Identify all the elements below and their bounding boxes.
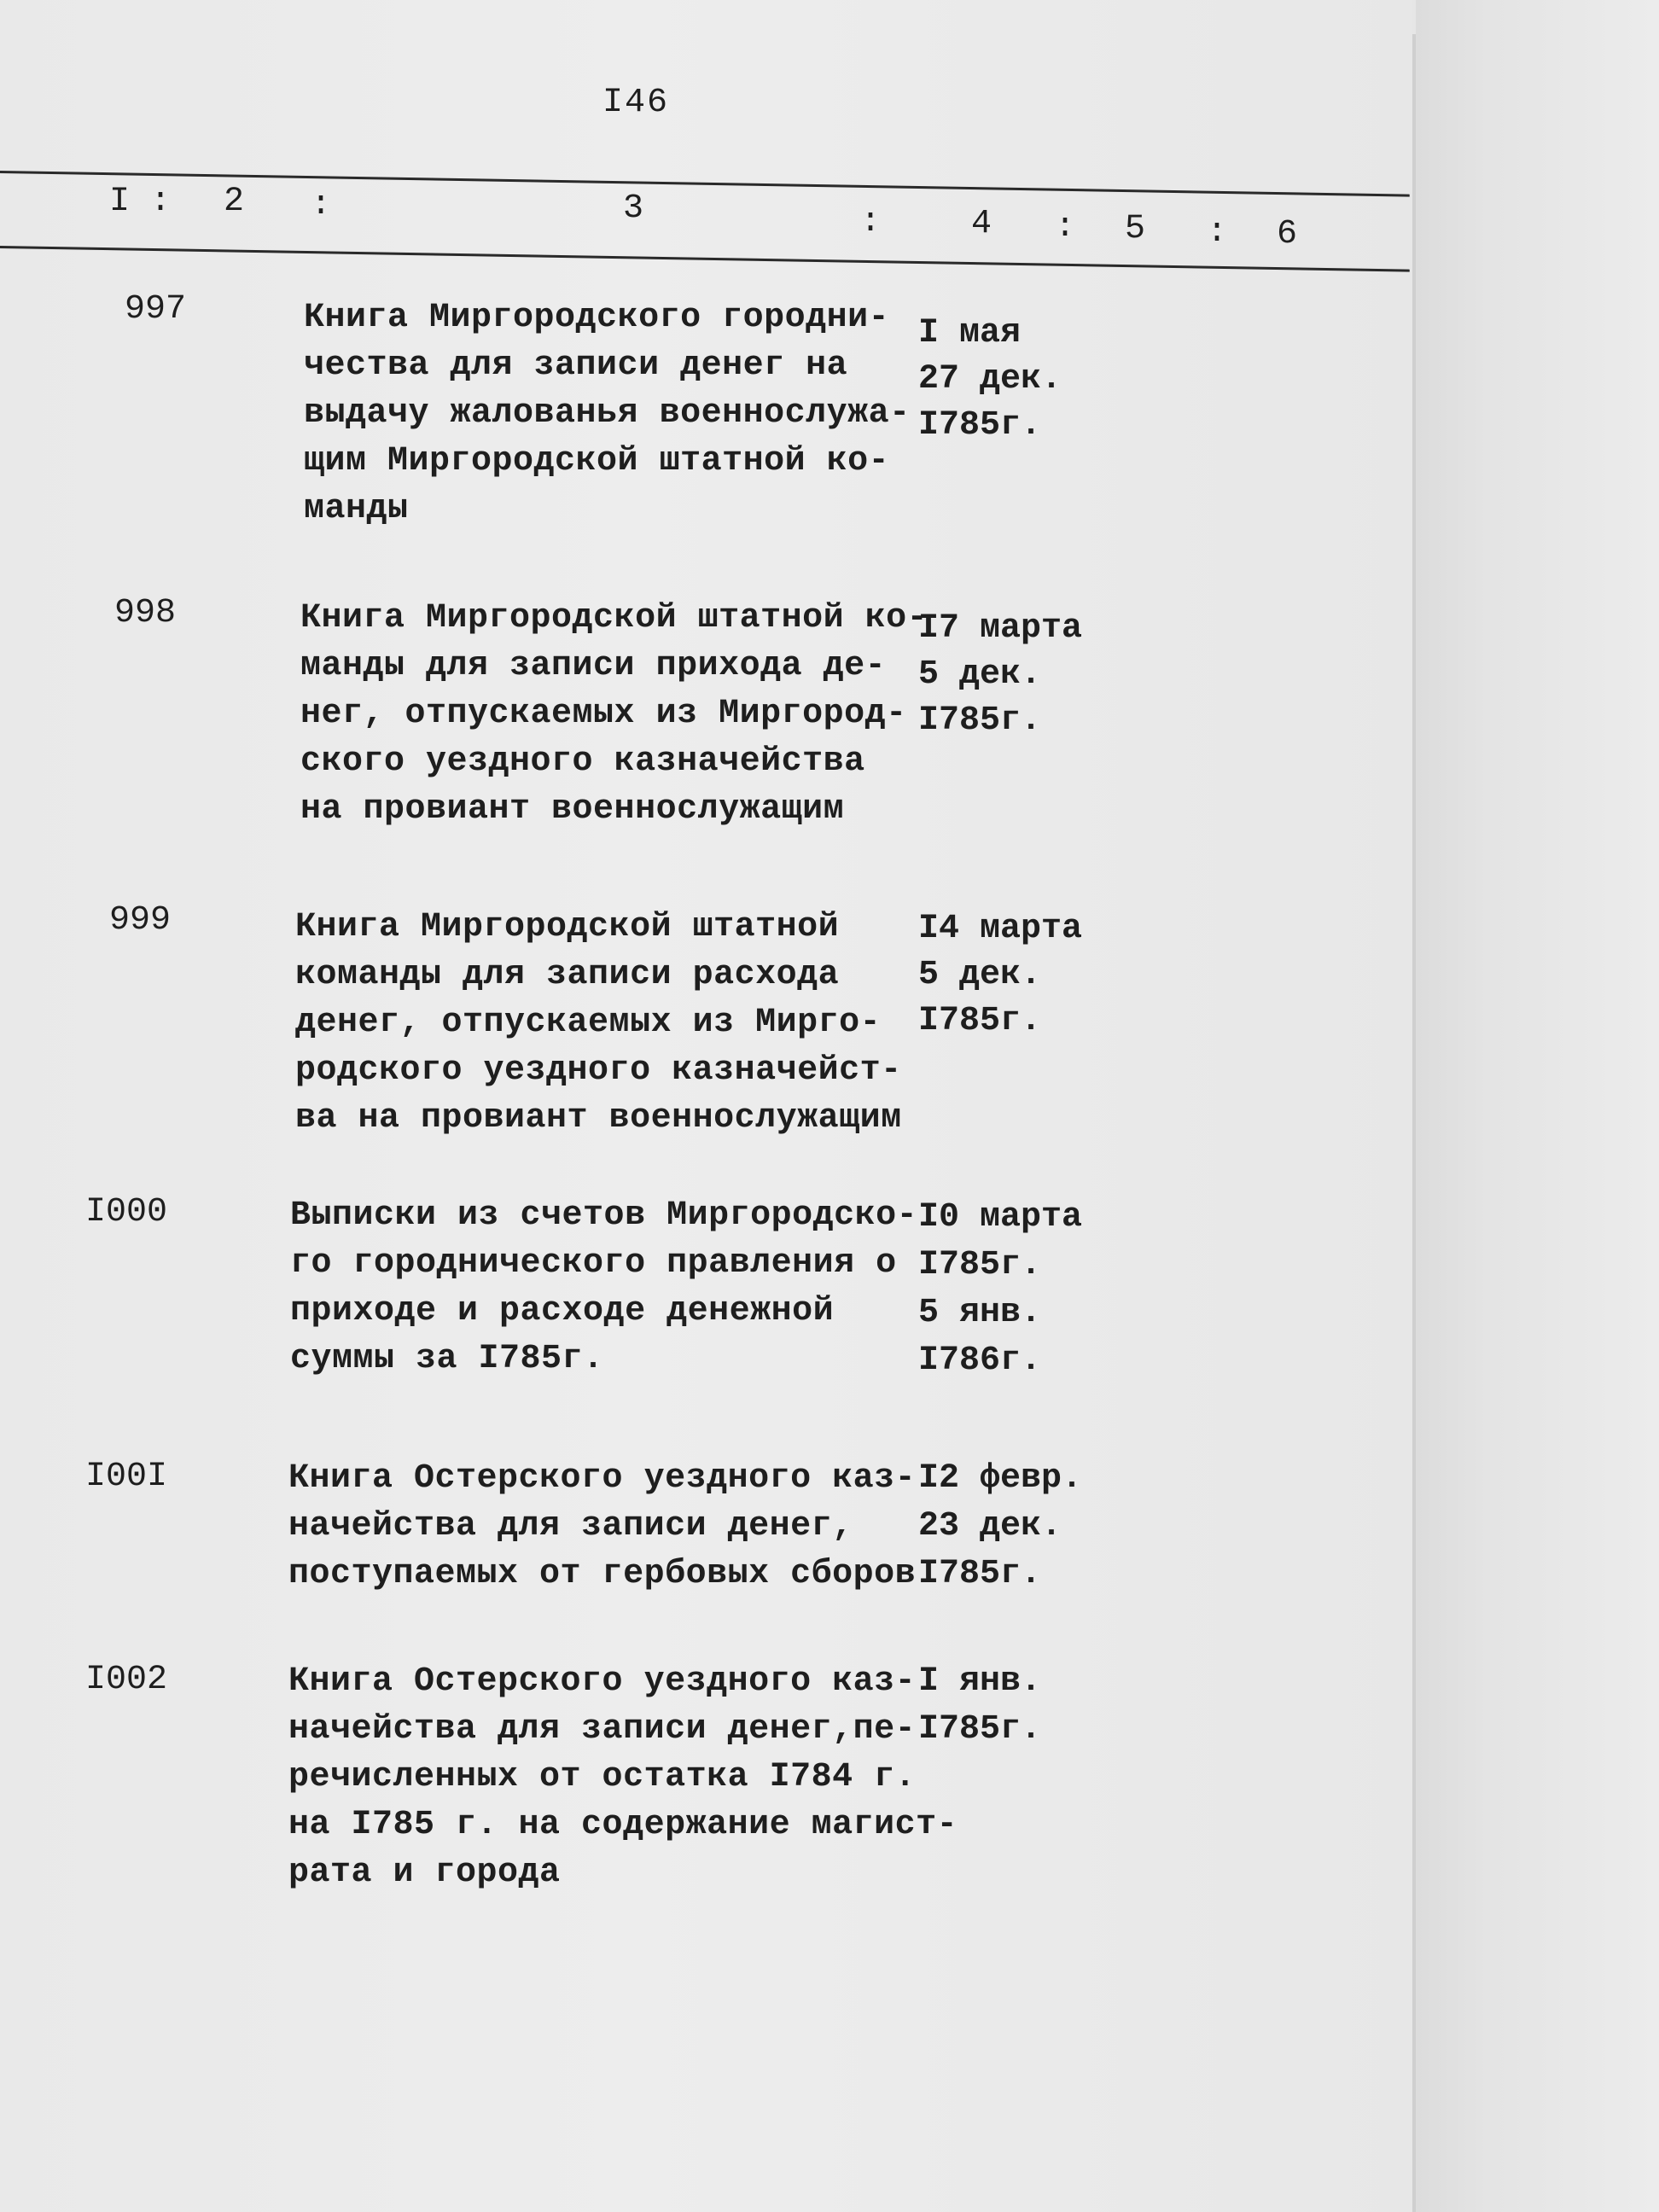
entry-title-line: рата и города — [288, 1854, 561, 1892]
entry-title-line: приходе и расходе денежной — [290, 1292, 835, 1330]
entry-title-line: речисленных от остатка I784 г. — [288, 1758, 917, 1796]
entry-number: I000 — [85, 1193, 168, 1231]
entry-number: 997 — [125, 290, 187, 329]
entry-title-line: чества для записи денег на — [304, 346, 848, 385]
entry-date-line: I янв. — [918, 1662, 1042, 1701]
entry-date-line: I мая — [918, 314, 1022, 352]
entry-date-line: 27 дек. — [918, 360, 1062, 399]
entry-title-line: начейства для записи денег, — [288, 1507, 853, 1545]
entry-title-line: суммы за I785г. — [290, 1340, 604, 1378]
entry-date-line: 5 дек. — [918, 956, 1042, 994]
entry-date-line: I785г. — [918, 1555, 1042, 1593]
column-header-5: 5 — [1125, 210, 1146, 248]
entry-date-line: I785г. — [918, 701, 1042, 740]
column-header-1: I — [109, 183, 131, 221]
column-header-3: 3 — [623, 189, 644, 228]
entry-date-line: 5 янв. — [918, 1294, 1042, 1332]
entry-title-line: на провиант военнослужащим — [300, 790, 845, 829]
entry-title-line: ского уездного казначейства — [300, 742, 865, 781]
entry-date-line: I785г. — [918, 1002, 1042, 1040]
page-number: I46 — [602, 84, 670, 122]
entry-date-line: I2 февр. — [918, 1459, 1083, 1498]
entry-title-line: команды для записи расхода — [295, 956, 840, 994]
entry-date-line: I0 марта — [918, 1198, 1083, 1237]
entry-date-line: I7 марта — [918, 609, 1083, 648]
entry-date-line: I785г. — [918, 1710, 1042, 1749]
entry-title-line: манды — [304, 490, 409, 528]
column-header-separator: : — [150, 183, 172, 221]
entry-date-line: I785г. — [918, 1246, 1042, 1284]
entry-date-line: 23 дек. — [918, 1507, 1062, 1545]
entry-title-line: щим Миргородской штатной ко- — [304, 442, 890, 480]
entry-number: I00I — [85, 1458, 168, 1496]
entry-title-line: Книга Миргородской штатной — [295, 908, 840, 946]
column-header-6: 6 — [1277, 215, 1298, 253]
entry-number: I002 — [85, 1661, 168, 1699]
entry-number: 999 — [109, 901, 172, 940]
entry-title-line: Выписки из счетов Миргородско- — [290, 1196, 918, 1235]
entry-date-line: I4 марта — [918, 910, 1083, 948]
entry-number: 998 — [114, 594, 177, 632]
entry-title-line: ва на провиант военнослужащим — [295, 1099, 902, 1138]
entry-date-line: 5 дек. — [918, 655, 1042, 694]
column-header-separator: : — [311, 186, 332, 224]
entry-title-line: выдачу жалованья военнослужа- — [304, 394, 911, 433]
entry-title-line: начейства для записи денег,пе- — [288, 1710, 917, 1749]
entry-title-line: Книга Миргородской штатной ко- — [300, 599, 928, 637]
entry-title-line: родского уездного казначейст- — [295, 1051, 902, 1090]
entry-title-line: Книга Остерского уездного каз- — [288, 1459, 917, 1498]
entry-title-line: го городнического правления о — [290, 1244, 897, 1283]
entry-title-line: Книга Миргородского городни- — [304, 299, 890, 337]
entry-title-line: денег, отпускаемых из Мирго- — [295, 1004, 882, 1042]
column-header-separator: : — [860, 203, 882, 242]
column-header-2: 2 — [224, 183, 245, 221]
entry-title-line: поступаемых от гербовых сборов — [288, 1555, 917, 1593]
column-header-4: 4 — [971, 205, 992, 243]
entry-title-line: нег, отпускаемых из Миргород- — [300, 695, 907, 733]
underlying-page — [1416, 0, 1659, 2212]
entry-title-line: манды для записи прихода де- — [300, 647, 887, 685]
entry-date-line: I785г. — [918, 406, 1042, 445]
entry-title-line: Книга Остерского уездного каз- — [288, 1662, 917, 1701]
entry-title-line: на I785 г. на содержание магист- — [288, 1806, 958, 1844]
column-header-separator: : — [1055, 208, 1076, 247]
entry-date-line: I786г. — [918, 1342, 1042, 1380]
column-header-separator: : — [1207, 213, 1228, 252]
